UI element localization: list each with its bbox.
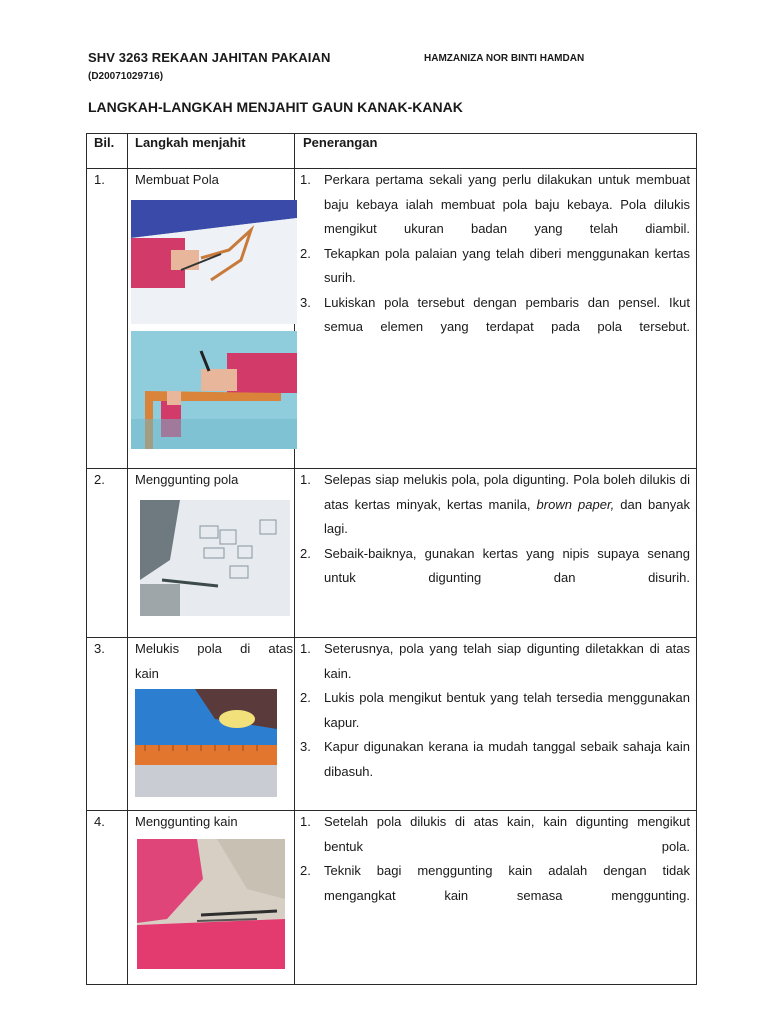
description-item: 3. Kapur digunakan kerana ia mudah tanggal sebaik sahaja kain dibasuh. [300,739,690,779]
row-description-list [300,637,690,784]
description-item: 2. Sebaik-baiknya, gunakan kertas yang nipis supaya senang untuk digunting dan disurih. [300,545,690,585]
photo-drawing-pattern-2 [131,331,297,449]
row-number: 1. [94,172,105,187]
steps-table [86,133,697,985]
description-item: 1. Selepas siap melukis pola, pola digunting. Pola boleh dilukis di atas kertas minyak, kertas manila, brown paper, dan banyak lagi. [300,472,690,536]
photo-cutting-pattern [140,500,290,616]
description-item: 3. Lukiskan pola tersebut dengan pembaris dan pensel. Ikut semua elemen yang terdapat pada pola tersebut. [300,294,690,334]
photo-drawing-pattern-1 [131,200,297,324]
description-item: 1. Perkara pertama sekali yang perlu dilakukan untuk membuat baju kebaya ialah membuat pola baju kebaya. Pola dilukis mengikut ukuran badan yang telah diambil. [300,172,690,236]
photo-drawing-on-fabric [135,689,277,797]
description-item: 1. Setelah pola dilukis di atas kain, kain digunting mengikut bentuk pola. [300,814,690,854]
step-name: Menggunting pola [135,472,239,487]
description-item: 2. Tekapkan pola palaian yang telah diberi menggunakan kertas surih. [300,245,690,285]
row-number: 4. [94,814,105,829]
description-item: 1. Seterusnya, pola yang telah siap digunting diletakkan di atas kain. [300,641,690,681]
step-name [135,637,293,686]
row-description-list [300,168,690,340]
course-code-title: SHV 3263 REKAAN JAHITAN PAKAIAN [88,50,331,65]
step-name: Membuat Pola [135,172,219,187]
step-name-line: Melukis pola di atas [135,641,293,656]
row-description-list [300,468,690,591]
author-name: HAMZANIZA NOR BINTI HAMDAN [424,53,585,64]
step-name-line: kain [135,665,159,681]
header-description: Penerangan [303,135,378,150]
column-divider [127,134,128,984]
row-number: 2. [94,472,105,487]
row-number: 3. [94,641,105,656]
header-step: Langkah menjahit [135,135,246,150]
document-title: LANGKAH-LANGKAH MENJAHIT GAUN KANAK-KANAK [88,99,463,115]
step-name: Menggunting kain [135,814,238,829]
description-item: 2. Lukis pola mengikut bentuk yang telah tersedia menggunakan kapur. [300,690,690,730]
photo-cutting-fabric [137,839,285,969]
header-bil: Bil. [94,135,115,150]
student-id: (D20071029716) [88,71,164,82]
row-description-list [300,810,690,908]
description-item: 2. Teknik bagi menggunting kain adalah dengan tidak mengangkat kain semasa menggunting. [300,863,690,903]
